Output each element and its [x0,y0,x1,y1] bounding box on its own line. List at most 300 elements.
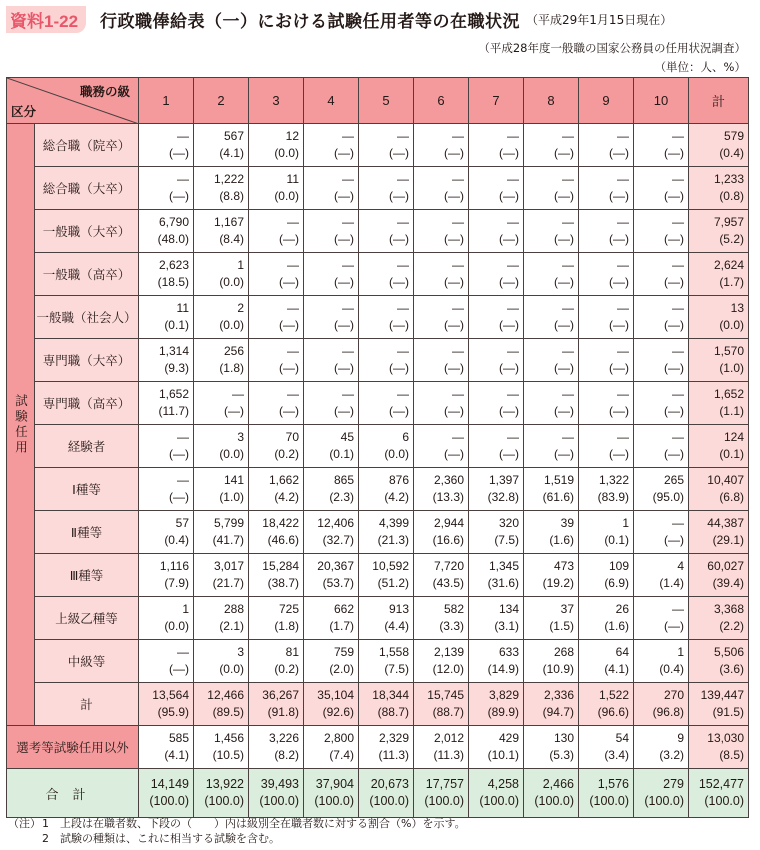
data-cell [249,296,304,339]
count-value: 1,576 [597,777,629,791]
percent-value: (61.6) [542,490,574,504]
count-value: 3,829 [488,688,519,702]
percent-value: (100.0) [149,794,189,808]
data-cell [579,253,634,296]
count-value: 1,662 [268,473,299,487]
grand-total-label: 合計 [7,769,139,818]
subtotal-label: 計 [35,683,139,726]
total-cell [689,726,749,769]
count-value: 2,466 [542,777,574,791]
percent-value: (2.0) [329,662,354,676]
percent-value: (95.9) [157,705,189,719]
data-cell [524,726,579,769]
percent-value: (—) [554,447,574,461]
percent-value: (100.0) [259,794,299,808]
percent-value: (—) [444,146,464,160]
data-cell [359,597,414,640]
grade-axis-label: 職務の級 [79,85,130,99]
percent-value: (11.3) [378,748,409,762]
percent-value: (0.1) [604,533,629,547]
percent-value: (11.3) [433,748,464,762]
data-cell [524,511,579,554]
count-value: 4,399 [378,516,409,530]
percent-value: (100.0) [424,794,464,808]
percent-value: (—) [444,404,464,418]
count-value: — [177,473,189,487]
count-value: — [177,172,189,186]
count-value: 7,957 [713,215,744,229]
data-cell [634,769,689,818]
data-cell [634,339,689,382]
data-cell [634,253,689,296]
percent-value: (0.8) [719,189,744,203]
data-cell [304,769,359,818]
data-cell [579,511,634,554]
data-cell [359,124,414,167]
count-value: 2,944 [433,516,464,530]
count-value: 9 [677,731,684,745]
row-label: 専門職（大卒） [35,339,139,382]
percent-value: (0.4) [719,146,744,160]
count-value: — [342,172,354,186]
percent-value: (—) [609,361,629,375]
data-cell [304,425,359,468]
percent-value: (8.4) [219,232,244,246]
group-label-exam-appointment: 試験任用 [7,124,35,726]
data-cell [304,640,359,683]
count-value: — [342,258,354,272]
data-cell [524,683,579,726]
count-value: — [507,430,519,444]
data-cell [194,296,249,339]
percent-value: (14.9) [487,662,519,676]
data-cell [579,124,634,167]
data-cell [469,124,524,167]
data-cell [304,339,359,382]
count-value: 1,570 [713,344,744,358]
row-label: 一般職（大卒） [35,210,139,253]
count-value: — [672,258,684,272]
data-cell [579,382,634,425]
percent-value: (—) [499,232,519,246]
count-value: 270 [663,688,684,702]
data-cell [359,468,414,511]
grand-total-row [7,769,749,818]
count-value: 2,329 [378,731,409,745]
percent-value: (89.5) [212,705,244,719]
count-value: — [672,172,684,186]
data-cell [359,683,414,726]
data-cell [579,554,634,597]
percent-value: (1.1) [719,404,744,418]
row-label: 総合職（大卒） [35,167,139,210]
data-cell [634,683,689,726]
data-cell [524,253,579,296]
percent-value: (—) [334,146,354,160]
data-cell [194,253,249,296]
percent-value: (—) [169,490,189,504]
count-value: 5,506 [713,645,744,659]
data-cell [359,511,414,554]
total-cell [689,511,749,554]
count-value: — [672,516,684,530]
count-value: 320 [498,516,519,530]
col-header: 7 [469,78,524,124]
percent-value: (—) [444,361,464,375]
count-value: 10,407 [707,473,744,487]
count-value: — [452,172,464,186]
count-value: 12 [285,129,299,143]
data-cell [579,296,634,339]
data-cell [414,468,469,511]
percent-value: (29.1) [712,533,744,547]
percent-value: (83.9) [597,490,629,504]
count-value: 1 [677,645,684,659]
data-cell [304,167,359,210]
total-cell [689,597,749,640]
percent-value: (89.9) [487,705,519,719]
count-value: — [397,172,409,186]
data-cell [524,382,579,425]
data-cell [579,640,634,683]
percent-value: (7.5) [384,662,409,676]
source-note: （平成28年度一般職の国家公務員の任用状況調査） [478,41,746,55]
col-header: 6 [414,78,469,124]
col-header: 1 [139,78,194,124]
data-cell [414,597,469,640]
count-value: 1,314 [158,344,189,358]
data-cell [139,511,194,554]
count-value: — [507,129,519,143]
data-cell [469,640,524,683]
data-cell [139,769,194,818]
footnote-text: 試験の種類は、これに相当する試験を含む。 [60,832,280,845]
data-cell [469,597,524,640]
count-value: — [617,301,629,315]
percent-value: (—) [389,361,409,375]
percent-value: (46.6) [267,533,299,547]
data-cell [304,210,359,253]
data-cell [414,339,469,382]
percent-value: (1.8) [274,619,299,633]
percent-value: (41.7) [212,533,244,547]
footnote-prefix: （注） [8,817,41,830]
count-value: 1,652 [158,387,189,401]
count-value: 10,592 [372,559,409,573]
percent-value: (6.9) [604,576,629,590]
count-value: — [562,387,574,401]
percent-value: (88.7) [432,705,464,719]
count-value: — [562,215,574,229]
data-cell [249,554,304,597]
count-value: — [452,301,464,315]
count-value: — [562,301,574,315]
data-cell [139,210,194,253]
percent-value: (—) [389,189,409,203]
percent-value: (1.6) [549,533,574,547]
count-value: 1,345 [488,559,519,573]
percent-value: (0.1) [164,318,189,332]
percent-value: (0.0) [219,275,244,289]
data-cell [304,511,359,554]
percent-value: (—) [389,232,409,246]
percent-value: (—) [169,447,189,461]
data-cell [249,382,304,425]
data-cell [634,468,689,511]
count-value: 865 [333,473,354,487]
percent-value: (—) [664,404,684,418]
count-value: 1,519 [543,473,574,487]
data-cell [469,210,524,253]
percent-value: (—) [444,275,464,289]
count-value: 1,652 [713,387,744,401]
percent-value: (—) [499,447,519,461]
row-label: 経験者 [35,425,139,468]
col-header: 9 [579,78,634,124]
count-value: 36,267 [262,688,299,702]
data-cell [469,726,524,769]
count-value: 13,564 [152,688,189,702]
data-cell [249,425,304,468]
data-cell [634,554,689,597]
data-cell [359,554,414,597]
count-value: 39 [560,516,574,530]
data-cell [579,425,634,468]
percent-value: (95.0) [652,490,684,504]
data-cell [139,167,194,210]
percent-value: (—) [609,232,629,246]
data-cell [359,425,414,468]
data-cell [304,726,359,769]
percent-value: (0.0) [719,318,744,332]
percent-value: (—) [389,146,409,160]
data-cell [579,468,634,511]
data-cell [249,339,304,382]
data-cell [414,511,469,554]
percent-value: (—) [334,275,354,289]
percent-value: (—) [609,189,629,203]
count-value: 585 [168,731,189,745]
count-value: 37 [560,602,574,616]
data-cell [469,425,524,468]
non-exam-row [7,726,749,769]
data-cell [194,683,249,726]
count-value: — [342,344,354,358]
table-row [7,511,749,554]
count-value: 11 [176,301,189,315]
count-value: 15,284 [262,559,299,573]
percent-value: (7.4) [329,748,354,762]
count-value: 152,477 [698,777,744,791]
percent-value: (100.0) [589,794,629,808]
percent-value: (—) [499,361,519,375]
percent-value: (0.1) [329,447,354,461]
percent-value: (0.2) [274,662,299,676]
table-row [7,339,749,382]
percent-value: (53.7) [322,576,354,590]
percent-value: (2.3) [329,490,354,504]
percent-value: (—) [334,189,354,203]
data-cell [634,425,689,468]
count-value: 3 [237,430,244,444]
count-value: 1,456 [213,731,244,745]
count-value: — [507,301,519,315]
total-cell [689,253,749,296]
data-cell [524,339,579,382]
percent-value: (0.0) [274,189,299,203]
data-cell [524,210,579,253]
count-value: 1 [182,602,189,616]
footnote-number: 2 [42,832,49,845]
table-row [7,124,749,167]
count-value: 4,258 [487,777,519,791]
percent-value: (—) [499,275,519,289]
percent-value: (2.1) [219,619,244,633]
percent-value: (31.6) [487,576,519,590]
percent-value: (9.3) [164,361,189,375]
col-header-total: 計 [689,78,749,124]
percent-value: (4.4) [384,619,409,633]
percent-value: (—) [609,404,629,418]
row-label: 中級等 [35,640,139,683]
total-cell [689,339,749,382]
data-cell [249,683,304,726]
data-cell [139,683,194,726]
count-value: — [507,215,519,229]
staffing-table [6,77,749,818]
percent-value: (—) [169,146,189,160]
data-cell [579,683,634,726]
percent-value: (100.0) [204,794,244,808]
count-value: 13,922 [205,777,244,791]
data-cell [359,296,414,339]
count-value: 2,623 [158,258,189,272]
table-row [7,597,749,640]
count-value: 2,624 [713,258,744,272]
data-cell [524,468,579,511]
footnote-number: 1 [42,817,49,830]
data-cell [469,468,524,511]
percent-value: (94.7) [542,705,574,719]
percent-value: (0.0) [219,447,244,461]
data-cell [469,554,524,597]
count-value: 12,466 [207,688,244,702]
data-cell [194,726,249,769]
percent-value: (3.2) [659,748,684,762]
count-value: 130 [553,731,574,745]
total-cell [689,124,749,167]
count-value: — [617,430,629,444]
table-row [7,382,749,425]
percent-value: (4.1) [164,748,189,762]
count-value: — [397,301,409,315]
count-value: — [617,172,629,186]
row-label: Ⅰ種等 [35,468,139,511]
footnote-text: 上段は在職者数、下段の（ ）内は級別全在職者数に対する割合（%）を示す。 [60,817,466,830]
data-cell [194,124,249,167]
count-value: — [397,215,409,229]
count-value: — [562,172,574,186]
count-value: 4 [677,559,684,573]
percent-value: (5.3) [549,748,574,762]
count-value: 13,030 [707,731,744,745]
percent-value: (—) [554,275,574,289]
total-cell [689,683,749,726]
count-value: 429 [498,731,519,745]
percent-value: (—) [499,189,519,203]
count-value: 26 [615,602,629,616]
percent-value: (—) [664,146,684,160]
row-label: 一般職（社会人） [35,296,139,339]
data-cell [524,597,579,640]
count-value: — [507,172,519,186]
data-cell [634,124,689,167]
total-cell [689,210,749,253]
count-value: — [672,215,684,229]
percent-value: (—) [169,189,189,203]
count-value: 7,720 [433,559,464,573]
data-cell [414,296,469,339]
percent-value: (91.8) [267,705,299,719]
data-cell [469,339,524,382]
percent-value: (10.1) [487,748,519,762]
percent-value: (21.3) [377,533,409,547]
data-cell [414,425,469,468]
count-value: — [672,387,684,401]
count-value: — [672,301,684,315]
count-value: 15,745 [427,688,464,702]
data-cell [359,640,414,683]
count-value: 725 [278,602,299,616]
data-cell [249,210,304,253]
total-cell [689,640,749,683]
count-value: 14,149 [150,777,189,791]
count-value: 20,673 [370,777,409,791]
data-cell [469,167,524,210]
count-value: — [342,215,354,229]
percent-value: (—) [334,404,354,418]
data-cell [634,210,689,253]
col-header: 4 [304,78,359,124]
percent-value: (—) [169,662,189,676]
percent-value: (32.8) [487,490,519,504]
count-value: — [287,301,299,315]
percent-value: (10.5) [212,748,244,762]
count-value: — [232,387,244,401]
count-value: — [672,430,684,444]
percent-value: (4.1) [219,146,244,160]
count-value: 1,167 [213,215,244,229]
percent-value: (0.0) [219,662,244,676]
percent-value: (—) [664,619,684,633]
table-row [7,296,749,339]
count-value: — [397,344,409,358]
col-header: 5 [359,78,414,124]
percent-value: (4.2) [384,490,409,504]
percent-value: (100.0) [479,794,519,808]
non-exam-label: 選考等試験任用以外 [7,726,139,769]
count-value: 473 [553,559,574,573]
percent-value: (—) [444,318,464,332]
percent-value: (—) [664,361,684,375]
count-value: 37,904 [315,777,354,791]
count-value: — [617,344,629,358]
data-cell [359,253,414,296]
data-cell [249,726,304,769]
data-cell [469,296,524,339]
data-cell [249,124,304,167]
footnote [8,816,466,831]
